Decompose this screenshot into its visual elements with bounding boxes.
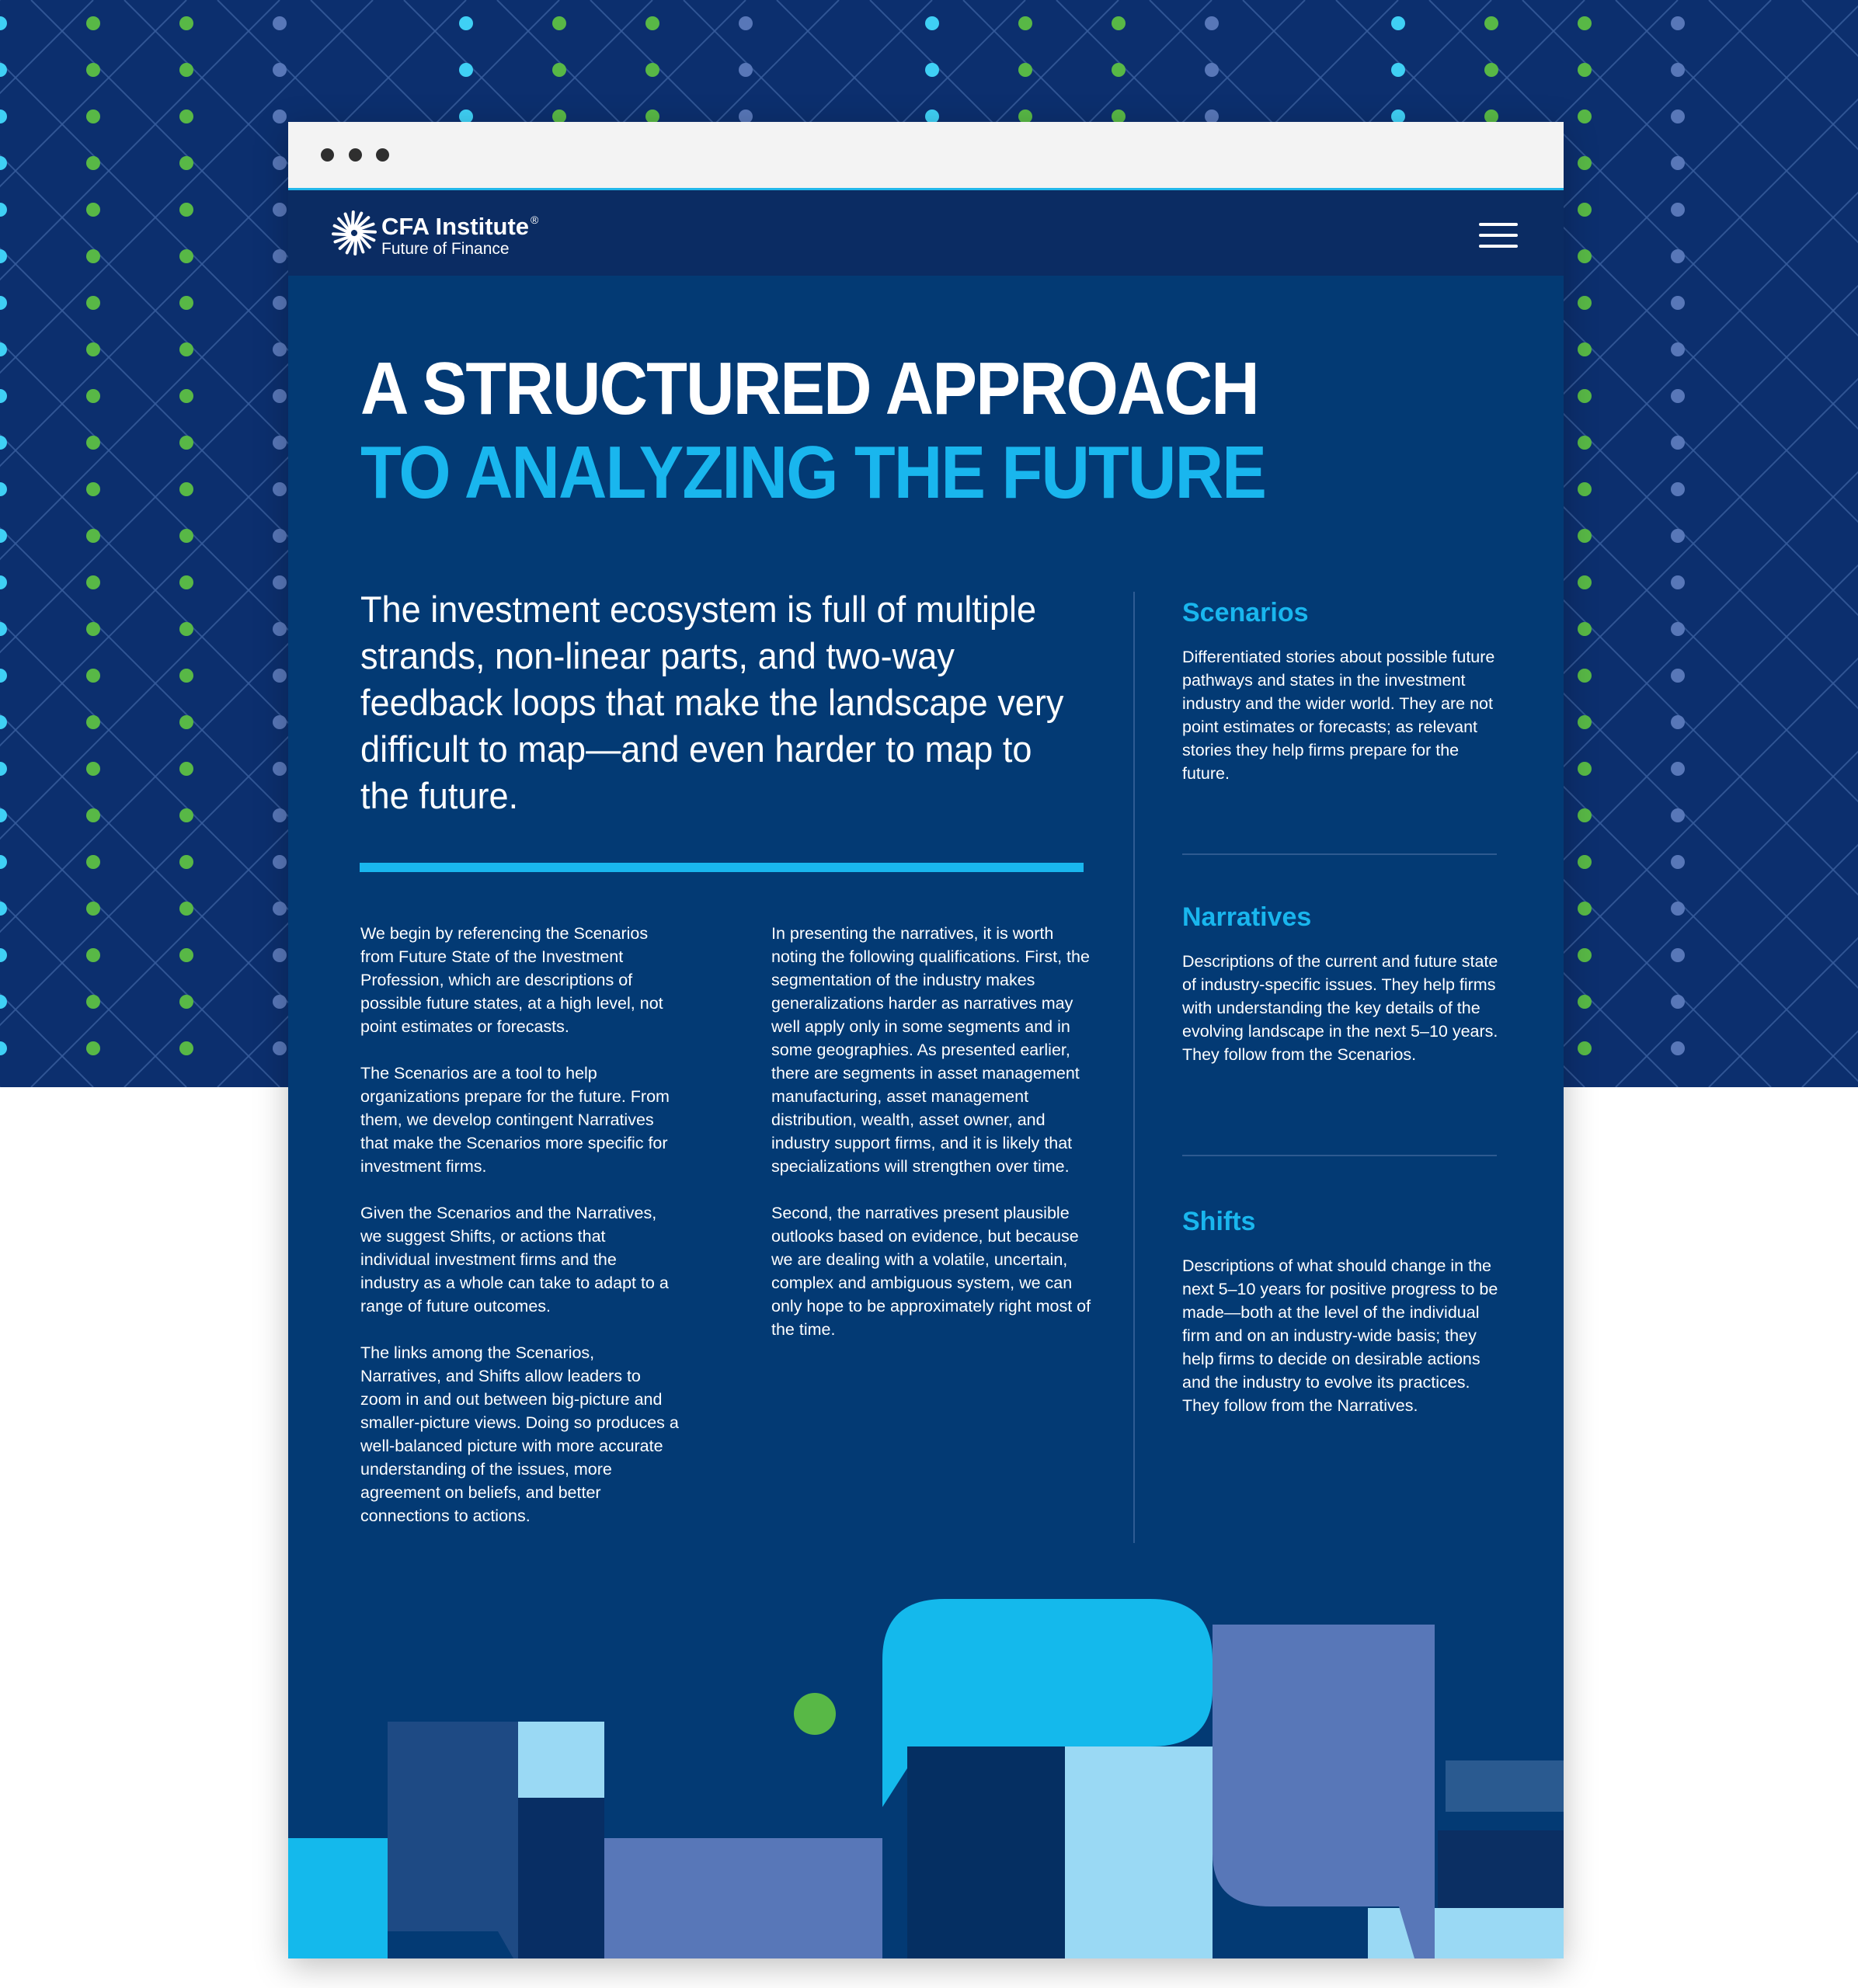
browser-chrome-bar (288, 122, 1564, 190)
page-title-line-1: A STRUCTURED APPROACH (360, 347, 1258, 430)
sidebar-shifts (1182, 1206, 1501, 1417)
sidebar-text: Differentiated stories about possible future pathways and states in the investment industry and the wider world. They are not point estimates or forecasts; as relevant stories they help firms prepare for the future. (1182, 648, 1495, 783)
brand-subtitle: Future of Finance (381, 240, 510, 258)
sidebar-heading: Narratives (1182, 902, 1312, 932)
body-paragraph: We begin by referencing the Scenarios from Future State of the Investment Profession, which are descriptions of possible future states, at a high level, not point estimates or forecasts. (360, 924, 663, 1036)
sidebar-heading: Shifts (1182, 1207, 1256, 1236)
window-dot-icon[interactable] (349, 148, 362, 162)
column-divider (1133, 592, 1135, 1543)
page-title (360, 347, 1269, 515)
brand-registered-mark: ® (531, 214, 539, 226)
window-dot-icon[interactable] (376, 148, 389, 162)
sidebar-divider (1182, 1155, 1497, 1156)
browser-window (288, 122, 1564, 1958)
accent-divider (360, 863, 1084, 872)
sidebar-heading: Scenarios (1182, 598, 1309, 627)
page-title-line-2: TO ANALYZING THE FUTURE (360, 431, 1266, 514)
sidebar-text: Descriptions of what should change in the next 5–10 years for positive progress to be made—both at the level of the individual firm and on an industry-wide basis; they help firms to decide on desirable actions and the industry to evolve its practices. They follow from the Narratives. (1182, 1256, 1498, 1415)
body-paragraph: The links among the Scenarios, Narratives, and Shifts allow leaders to zoom in and out between big-picture and smaller-picture views. Doing so produces a well-balanced picture with more accurate understanding of the issues, more agreement on beliefs, and better connections to actions. (360, 1343, 679, 1525)
window-dot-icon[interactable] (321, 148, 334, 162)
hamburger-menu-icon[interactable] (1479, 223, 1518, 249)
body-paragraph: Given the Scenarios and the Narratives, we suggest Shifts, or actions that individual investment firms and the industry as a whole can take to adapt to a range of future outcomes. (360, 1204, 669, 1315)
brand-name: CFA Institute (381, 213, 530, 240)
decorative-blocks-illustration (288, 1597, 1564, 1958)
site-header (288, 190, 1564, 276)
body-column-left (360, 922, 679, 1551)
sidebar-scenarios (1182, 597, 1501, 785)
sidebar-text: Descriptions of the current and future state of industry-specific issues. They help firms with understanding the key details of the evolving landscape in the next 5–10 years. They follow from the Scenarios. (1182, 952, 1498, 1064)
body-paragraph: The Scenarios are a tool to help organizations prepare for the future. From them, we develop contingent Narratives that make the Scenarios more specific for investment firms. (360, 1064, 670, 1176)
cfa-globe-logo-icon[interactable] (331, 210, 378, 256)
sidebar-divider (1182, 853, 1497, 855)
brand-link[interactable] (381, 214, 538, 259)
intro-paragraph: The investment ecosystem is full of multiple strands, non-linear parts, and two-way feedback loops that make the landscape very difficult to map—and even harder to map to the future. (360, 589, 1064, 816)
sidebar-narratives (1182, 902, 1501, 1066)
body-column-right (771, 922, 1091, 1364)
body-paragraph: Second, the narratives present plausible outlooks based on evidence, but because we are dealing with a volatile, uncertain, complex and ambiguous system, we can only hope to be approximately right most of the time. (771, 1204, 1091, 1339)
body-paragraph: In presenting the narratives, it is worth noting the following qualifications. First, the segmentation of the industry makes generalizations harder as narratives may well apply only in some segments and in some geographies. As presented earlier, there are segments in asset management manufacturing, asset management distribution, wealth, asset owner, and industry support firms, and it is likely that specializations will strengthen over time. (771, 924, 1090, 1176)
